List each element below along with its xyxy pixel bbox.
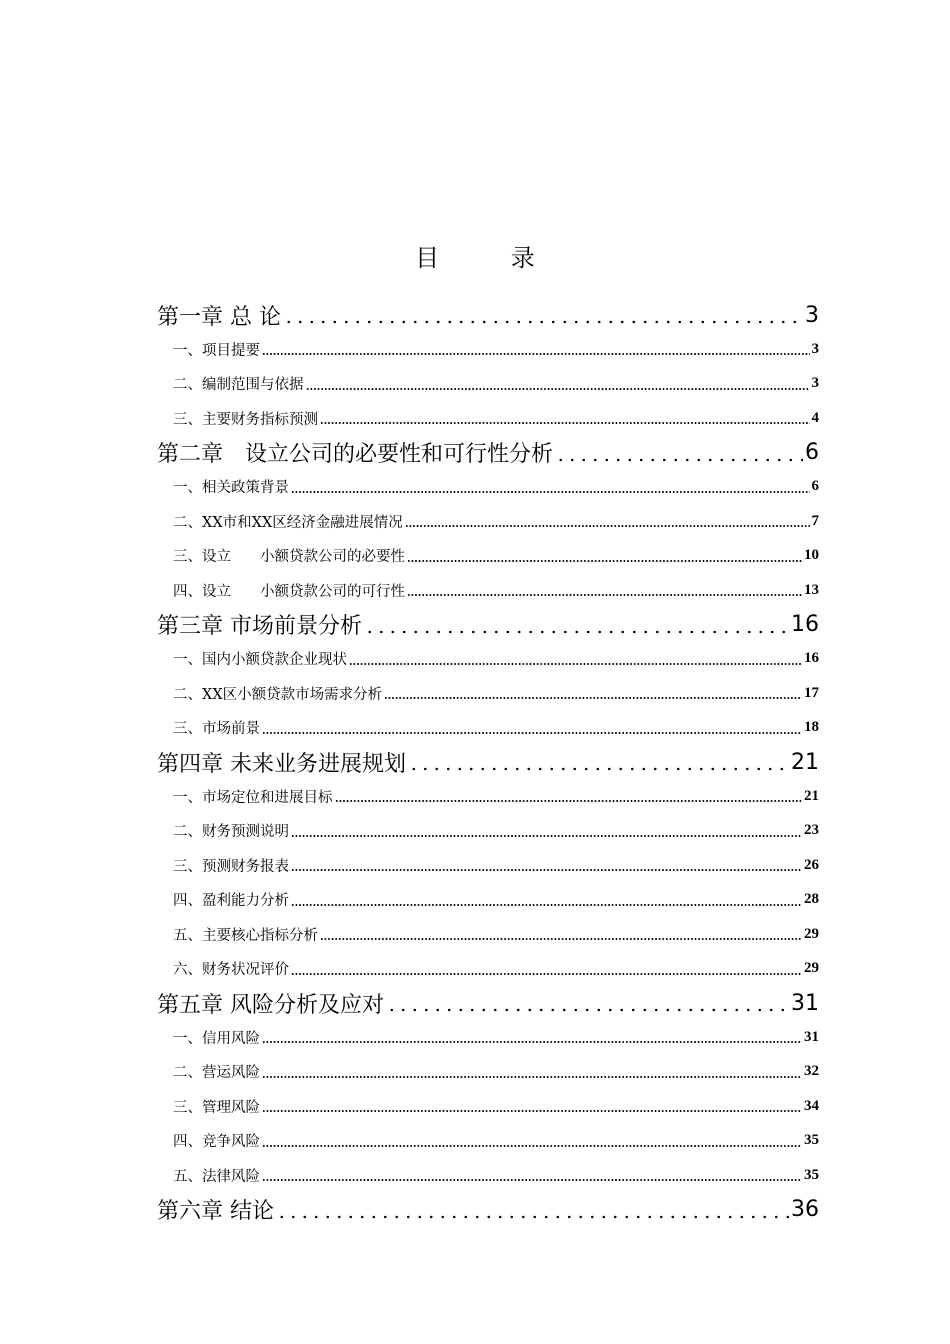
toc-page-number: 31: [804, 1028, 819, 1045]
toc-section-entry[interactable]: [157, 1124, 819, 1159]
toc-page-number: 6: [805, 440, 819, 465]
toc-section-entry[interactable]: [157, 642, 819, 677]
toc-dot-leader: [407, 559, 802, 563]
toc-page-number: 34: [804, 1097, 819, 1114]
toc-section-entry[interactable]: [157, 848, 819, 883]
toc-dot-leader: [262, 1178, 802, 1182]
toc-page-number: 13: [804, 581, 819, 598]
toc-section-label: 一、国内小额贷款企业现状: [173, 652, 347, 669]
toc-section-label: 二、编制范围与依据: [173, 377, 304, 394]
toc-page-number: 18: [804, 719, 819, 736]
toc-page-number: 6: [811, 478, 819, 495]
toc-section-label: 三、主要财务指标预测: [173, 411, 318, 428]
toc-chapter-label: 第四章 未来业务进展规划: [157, 751, 406, 777]
toc-dot-leader: [405, 524, 810, 528]
toc-dot-leader: [262, 1109, 802, 1113]
toc-dot-leader: [384, 696, 802, 700]
toc-dot-leader: [320, 421, 810, 425]
toc-page-number: 28: [804, 891, 819, 908]
toc-dot-leader: [364, 629, 789, 635]
toc-section-label: 五、主要核心指标分析: [173, 927, 318, 944]
toc-dot-leader: [291, 490, 810, 494]
toc-section-label: 二、营运风险: [173, 1065, 260, 1082]
toc-page-number: 7: [811, 512, 819, 529]
toc-page-number: 35: [804, 1132, 819, 1149]
toc-chapter-entry[interactable]: [157, 986, 819, 1020]
toc-dot-leader: [291, 834, 802, 838]
toc-dot-leader: [262, 1075, 802, 1079]
toc-section-entry[interactable]: [157, 711, 819, 746]
toc-page-number: 29: [804, 925, 819, 942]
page-title: 目 录: [415, 244, 567, 272]
toc-section-entry[interactable]: [157, 1089, 819, 1124]
toc-page-number: 16: [804, 650, 819, 667]
toc-chapter-label: 第五章 风险分析及应对: [157, 992, 384, 1018]
toc-section-label: 一、信用风险: [173, 1030, 260, 1047]
toc-chapter-entry[interactable]: [157, 745, 819, 779]
toc-page-number: 23: [804, 822, 819, 839]
toc-section-entry[interactable]: [157, 367, 819, 402]
toc-dot-leader: [291, 972, 802, 976]
toc-dot-leader: [262, 1040, 802, 1044]
toc-chapter-entry[interactable]: [157, 608, 819, 642]
toc-page-number: 36: [791, 1197, 819, 1222]
toc-section-entry[interactable]: [157, 917, 819, 952]
table-of-contents: [157, 298, 819, 1227]
toc-page-number: 26: [804, 856, 819, 873]
toc-section-entry[interactable]: [157, 332, 819, 367]
toc-dot-leader: [291, 868, 802, 872]
toc-dot-leader: [408, 766, 789, 772]
toc-section-entry[interactable]: [157, 883, 819, 918]
toc-section-entry[interactable]: [157, 504, 819, 539]
toc-page-number: 3: [811, 375, 819, 392]
toc-dot-leader: [349, 662, 802, 666]
toc-section-entry[interactable]: [157, 779, 819, 814]
toc-section-label: 一、项目提要: [173, 342, 260, 359]
toc-section-entry[interactable]: [157, 1158, 819, 1193]
toc-section-label: 一、市场定位和进展目标: [173, 789, 333, 806]
toc-page-number: 3: [811, 340, 819, 357]
toc-section-entry[interactable]: [157, 952, 819, 987]
toc-section-label: 四、设立 小额贷款公司的可行性: [173, 583, 405, 600]
toc-section-label: 三、预测财务报表: [173, 858, 289, 875]
toc-section-label: 一、相关政策背景: [173, 480, 289, 497]
toc-dot-leader: [555, 457, 803, 463]
toc-dot-leader: [283, 319, 803, 325]
toc-section-label: 三、市场前景: [173, 721, 260, 738]
toc-section-entry[interactable]: [157, 401, 819, 436]
toc-section-label: 四、盈利能力分析: [173, 893, 289, 910]
toc-chapter-entry[interactable]: [157, 1193, 819, 1227]
toc-chapter-label: 第二章 设立公司的必要性和可行性分析: [157, 442, 554, 467]
toc-page-number: 17: [804, 684, 819, 701]
toc-dot-leader: [386, 1007, 789, 1013]
toc-page-number: 4: [811, 409, 819, 426]
toc-page-number: 29: [804, 960, 819, 977]
toc-section-entry[interactable]: [157, 1055, 819, 1090]
toc-page-number: 3: [805, 302, 819, 328]
toc-page-number: 21: [791, 749, 819, 775]
toc-dot-leader: [276, 1214, 789, 1220]
toc-dot-leader: [262, 352, 810, 356]
toc-section-entry[interactable]: [157, 539, 819, 574]
toc-page-number: 32: [804, 1063, 819, 1080]
toc-dot-leader: [291, 903, 802, 907]
toc-section-label: 六、财务状况评价: [173, 962, 289, 979]
toc-section-entry[interactable]: [157, 814, 819, 849]
toc-section-entry[interactable]: [157, 573, 819, 608]
toc-page-number: 31: [791, 990, 819, 1016]
toc-section-entry[interactable]: [157, 676, 819, 711]
toc-section-label: 三、设立 小额贷款公司的必要性: [173, 549, 405, 566]
toc-chapter-label: 第六章 结论: [157, 1199, 274, 1224]
toc-page-number: 10: [804, 547, 819, 564]
toc-section-label: 五、法律风险: [173, 1168, 260, 1185]
toc-chapter-label: 第三章 市场前景分析: [157, 614, 362, 639]
toc-page-number: 21: [804, 787, 819, 804]
toc-section-label: 四、竞争风险: [173, 1134, 260, 1151]
toc-page-number: 16: [791, 612, 819, 637]
toc-chapter-entry[interactable]: [157, 436, 819, 470]
toc-page-number: 35: [804, 1166, 819, 1183]
toc-dot-leader: [262, 731, 802, 735]
toc-section-label: 二、财务预测说明: [173, 824, 289, 841]
toc-dot-leader: [320, 937, 802, 941]
toc-section-label: 二、XX区小额贷款市场需求分析: [173, 686, 383, 703]
toc-section-label: 三、管理风险: [173, 1099, 260, 1116]
toc-dot-leader: [407, 593, 802, 597]
toc-dot-leader: [262, 1144, 802, 1148]
toc-section-entry[interactable]: [157, 470, 819, 505]
toc-section-entry[interactable]: [157, 1020, 819, 1055]
toc-chapter-entry[interactable]: [157, 298, 819, 332]
toc-dot-leader: [306, 387, 810, 391]
toc-dot-leader: [335, 799, 803, 803]
toc-chapter-label: 第一章 总 论: [157, 304, 281, 330]
toc-section-label: 二、XX市和XX区经济金融进展情况: [173, 514, 403, 531]
